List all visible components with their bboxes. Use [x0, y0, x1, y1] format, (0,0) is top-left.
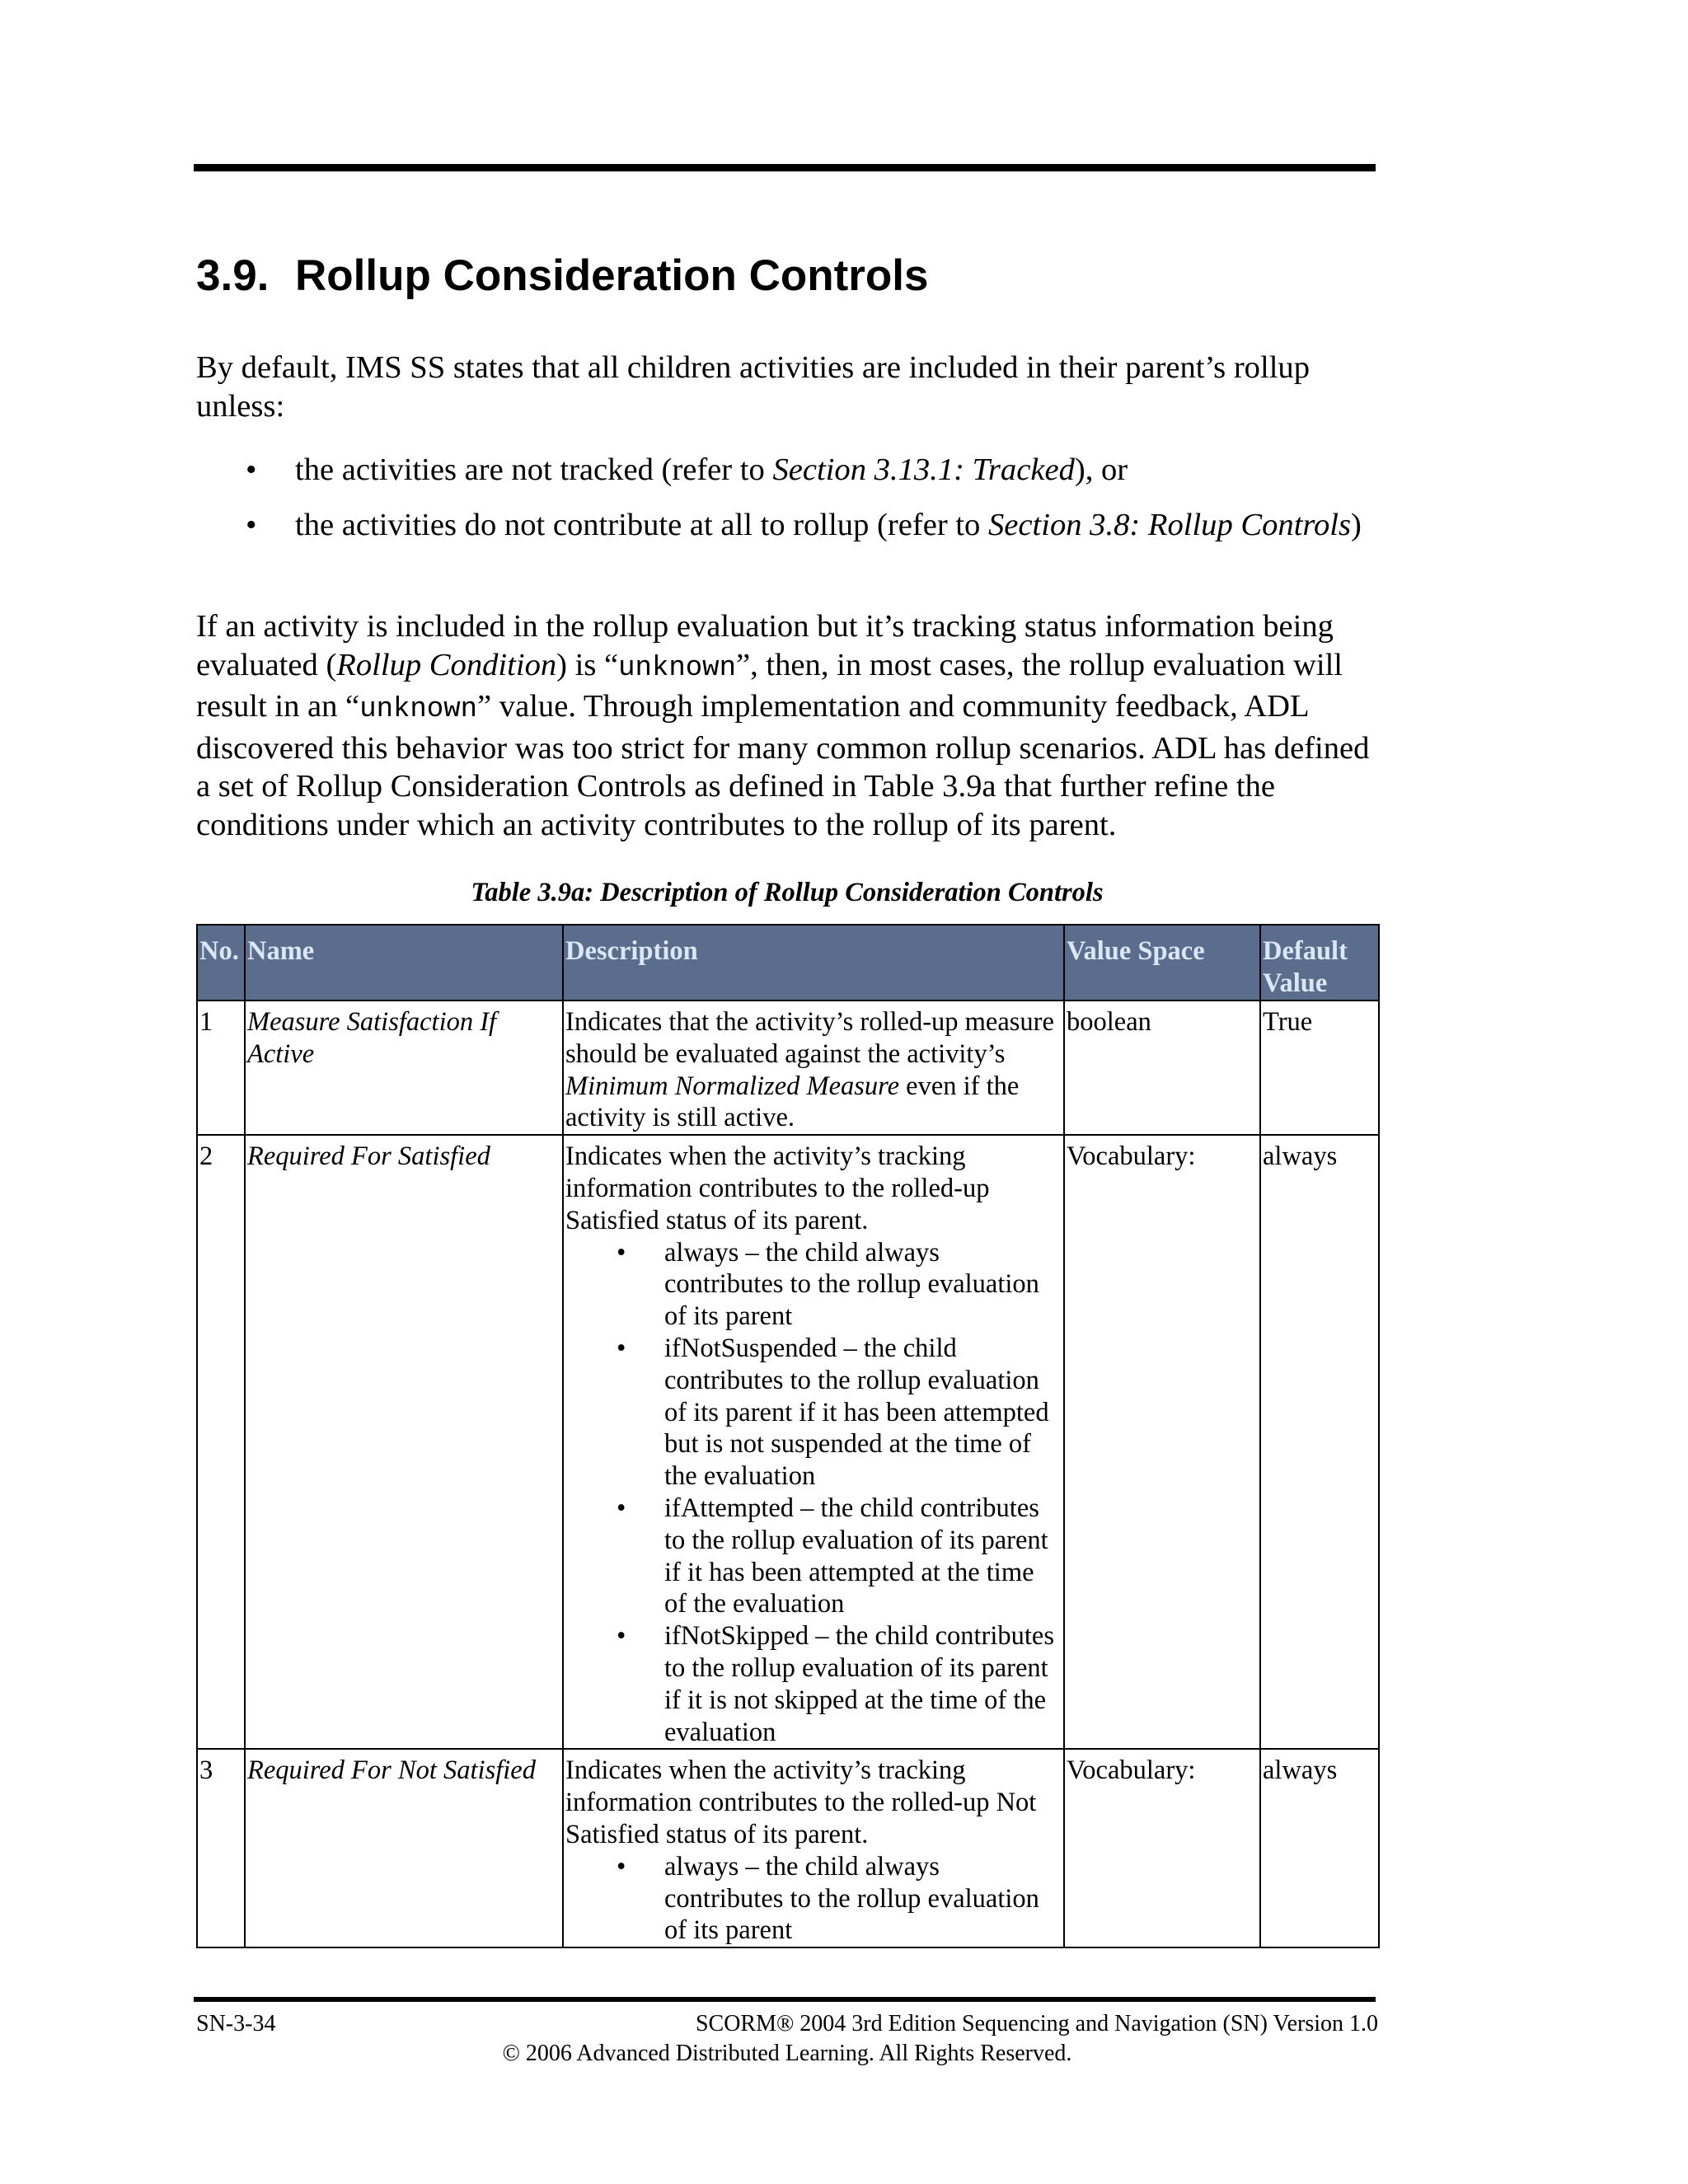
- page-number: SN-3-34: [196, 2011, 276, 2036]
- control-description: Indicates when the activity’s tracking information contributes to the rolled-up Satisfied status of its parent. • always – the child always contributes to the rollup evaluation of its parent • ifNotSuspended – the child contributes to the rollup evaluation of its parent if it has been attempted but is not suspended at the time of the evaluation • ifAttempted – the child contributes to the rollup evaluation of its parent if it has been attempted at the time of the evaluation • ifNotSkipped – the child contributes to the rollup evaluation of its parent if it is not skipped at the time of the evaluation: [563, 1135, 1064, 1749]
- header-description: Description: [563, 925, 1064, 1001]
- footer-rule: [194, 1997, 1376, 2002]
- default-value: always: [1260, 1135, 1379, 1749]
- header-default-value: Default Value: [1260, 925, 1379, 1001]
- table-row: [197, 1135, 1379, 1749]
- control-name: Measure Satisfaction If Active: [245, 1001, 563, 1135]
- row-number: 1: [197, 1001, 245, 1135]
- rollup-controls-table: [196, 924, 1380, 1948]
- control-name: Required For Not Satisfied: [245, 1749, 563, 1947]
- body-paragraph: If an activity is included in the rollup evaluation but it’s tracking status information being evaluated (Rollup Condition) is “unknown”, then, in most cases, the rollup evaluation will result in an “unknown” value. Through implementation and community feedback, ADL discovered this behavior was too strict for many common rollup scenarios. ADL has defined a set of Rollup Consideration Controls as defined in Table 3.9a that further refine the conditions under which an activity contributes to the rollup of its parent.: [196, 609, 1370, 842]
- section-reference-link[interactable]: Section 3.8: Rollup Controls: [987, 507, 1352, 542]
- bullet-icon: •: [246, 452, 257, 487]
- intro-paragraph: By default, IMS SS states that all children activities are included in their parent’s rollup unless:: [196, 350, 1310, 424]
- header-no: No.: [197, 925, 245, 1001]
- rollup-condition-term: Rollup Condition: [336, 647, 557, 682]
- control-description: Indicates when the activity’s tracking information contributes to the rolled-up Not Satisfied status of its parent. • always – the child always contributes to the rollup evaluation of its parent: [563, 1749, 1064, 1947]
- value-space: boolean: [1064, 1001, 1260, 1135]
- bullet-icon: •: [246, 507, 257, 542]
- bullet-icon: •: [617, 1621, 626, 1652]
- table-caption: Table 3.9a: Description of Rollup Consideration Controls: [471, 878, 1104, 907]
- section-reference-link[interactable]: Section 3.13.1: Tracked: [772, 452, 1075, 487]
- vocabulary-option: • ifNotSkipped – the child contributes to the rollup evaluation of its parent if it is not skipped at the time of the evaluation: [617, 1621, 1054, 1747]
- value-space: Vocabulary:: [1064, 1749, 1260, 1947]
- copyright-notice: © 2006 Advanced Distributed Learning. All Rights Reserved.: [502, 2041, 1072, 2066]
- vocabulary-options: [565, 1851, 1062, 1947]
- header-rule: [194, 164, 1376, 171]
- control-description: Indicates that the activity’s rolled-up measure should be evaluated against the activity’s Minimum Normalized Measure even if the activity is still active.: [563, 1001, 1064, 1135]
- default-value: always: [1260, 1749, 1379, 1947]
- unknown-code: unknown: [618, 652, 736, 684]
- vocabulary-options: [565, 1237, 1062, 1749]
- condition-item: • the activities are not tracked (refer to Section 3.13.1: Tracked), or: [196, 451, 1383, 490]
- section-title: Rollup Consideration Controls: [295, 251, 929, 300]
- bullet-icon: •: [617, 1237, 626, 1268]
- control-name: Required For Satisfied: [245, 1135, 563, 1749]
- vocabulary-option: • always – the child always contributes to the rollup evaluation of its parent: [617, 1237, 1039, 1332]
- row-number: 3: [197, 1749, 245, 1947]
- section-heading: [196, 247, 928, 305]
- condition-item: • the activities do not contribute at all to rollup (refer to Section 3.8: Rollup Controls): [196, 506, 1383, 545]
- table-row: [197, 1749, 1379, 1947]
- value-space: Vocabulary:: [1064, 1135, 1260, 1749]
- bullet-icon: •: [617, 1851, 626, 1882]
- table-header-row: [197, 925, 1379, 1001]
- unknown-code: unknown: [359, 694, 478, 725]
- bullet-icon: •: [617, 1333, 626, 1363]
- section-number: 3.9.: [196, 251, 270, 300]
- header-name: Name: [245, 925, 563, 1001]
- vocabulary-option: • ifAttempted – the child contributes to the rollup evaluation of its parent if it has been attempted at the time of the evaluation: [617, 1493, 1048, 1619]
- default-value: True: [1260, 1001, 1379, 1135]
- vocabulary-option: • always – the child always contributes to the rollup evaluation of its parent: [617, 1851, 1039, 1946]
- document-title: SCORM® 2004 3rd Edition Sequencing and Navigation (SN) Version 1.0: [695, 2011, 1378, 2036]
- row-number: 2: [197, 1135, 245, 1749]
- header-value-space: Value Space: [1064, 925, 1260, 1001]
- table-row: [197, 1001, 1379, 1135]
- vocabulary-option: • ifNotSuspended – the child contributes to the rollup evaluation of its parent if it has been attempted but is not suspended at the time of the evaluation: [617, 1333, 1049, 1492]
- conditions-list: [196, 451, 1383, 560]
- bullet-icon: •: [617, 1493, 626, 1523]
